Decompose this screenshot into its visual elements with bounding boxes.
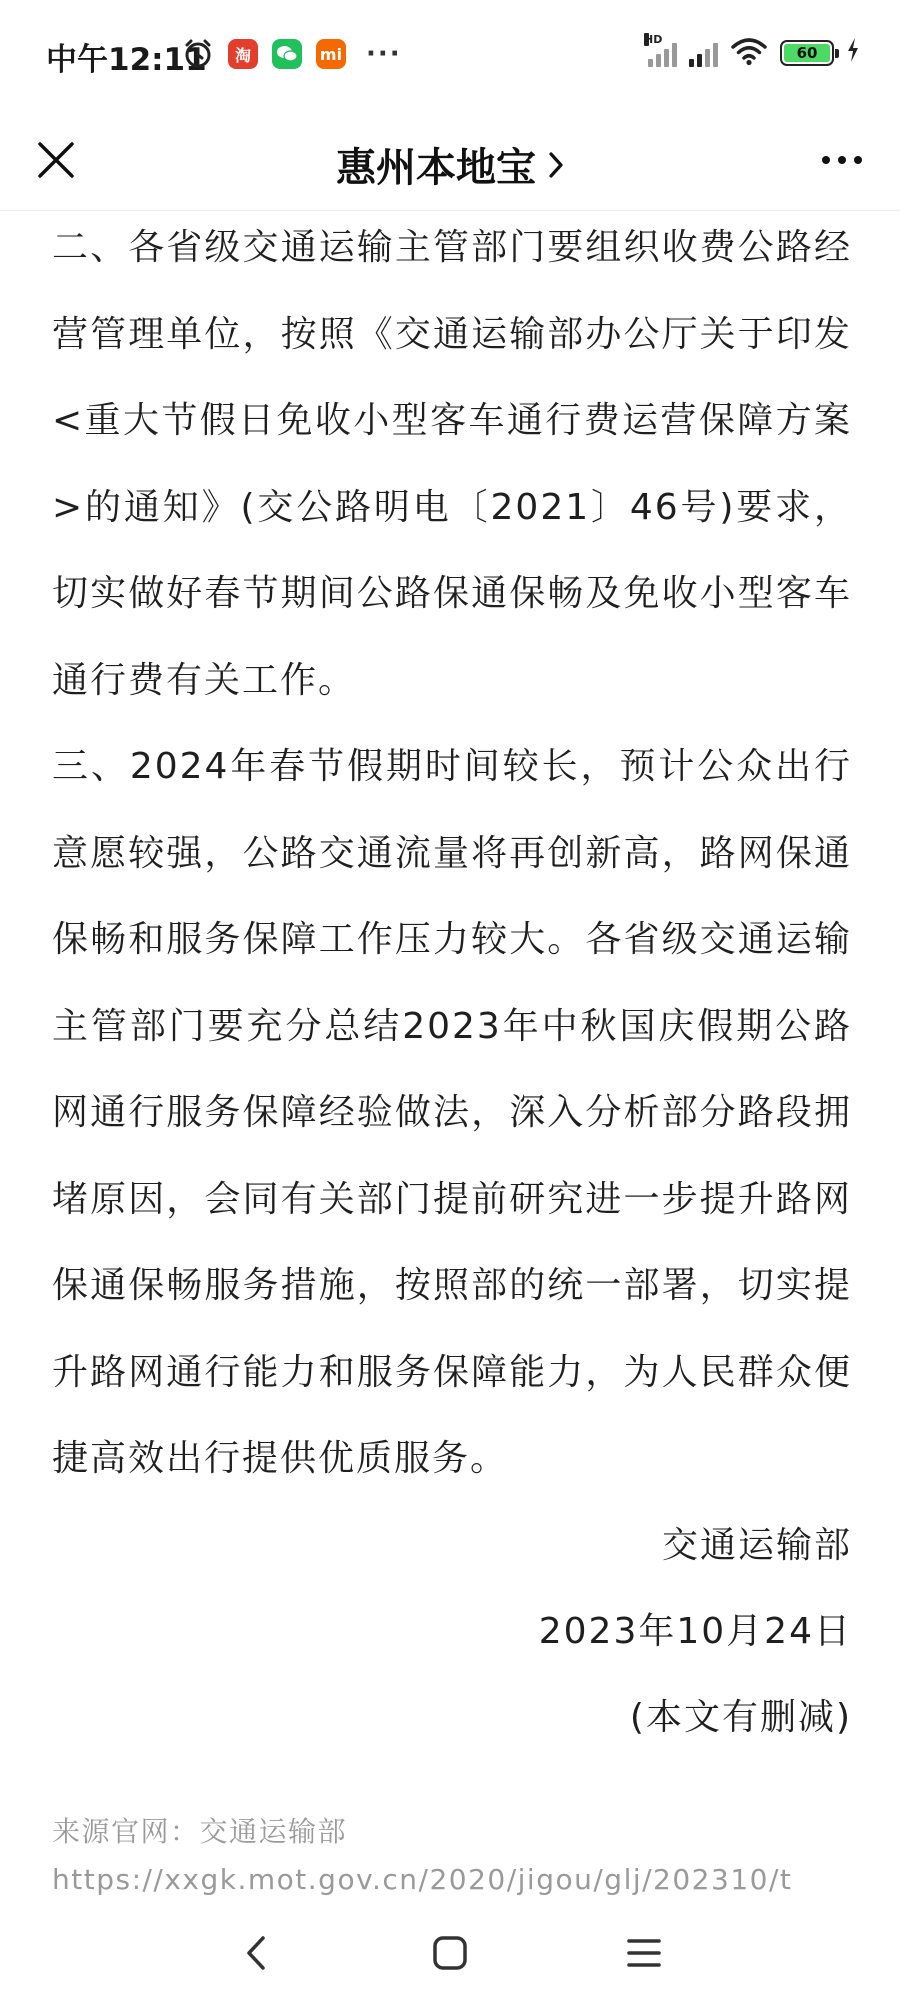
home-button[interactable] <box>420 1923 480 1983</box>
more-options-button[interactable] <box>814 138 870 182</box>
nav-bar <box>0 110 900 211</box>
charging-icon <box>846 37 860 69</box>
more-dot <box>822 156 830 164</box>
source-block <box>52 1808 852 1904</box>
chevron-right-icon <box>548 151 564 179</box>
menu-button[interactable] <box>614 1923 674 1983</box>
back-icon <box>244 1935 268 1971</box>
article-paragraph: 三、2024年春节假期时间较长，预计公众出行意愿较强，公路交通流量将再创新高，路网保通保畅和服务保障工作压力较大。各省级交通运输主管部门要充分总结2023年中秋国庆假期公路网通行服务保障经验做法，深入分析部分路段拥堵原因，会同有关部门提前研究进一步提升路网保通保畅服务措施，按照部的统一部署，切实提升路网通行能力和服务保障能力，为人民群众便捷高效出行提供优质服务。 <box>52 746 852 1479</box>
battery-icon <box>780 40 834 66</box>
back-button[interactable] <box>226 1923 286 1983</box>
status-app-icons <box>182 38 402 70</box>
signature-date: 2023年10月24日 <box>538 1610 852 1652</box>
signature-org: 交通运输部 <box>661 1524 852 1566</box>
more-notifications-icon: ··· <box>366 39 402 69</box>
source-label: 来源官网：交通运输部 <box>52 1815 348 1848</box>
battery-level: 60 <box>784 44 830 62</box>
taobao-icon: 淘 <box>228 39 258 69</box>
article-paragraph: 二、各省级交通运输主管部门要组织收费公路经营管理单位，按照《交通运输部办公厅关于印发<重大节假日免收小型客车通行费运营保障方案>的通知》(交公路明电〔2021〕46号)要求，切实做好春节期间公路保通保畅及免收小型客车通行费有关工作。 <box>52 227 852 701</box>
signal-hd-icon <box>644 33 677 67</box>
menu-icon <box>626 1937 662 1969</box>
mi-icon: mi <box>316 39 346 69</box>
alarm-icon <box>182 38 214 70</box>
status-bar <box>0 0 900 110</box>
edit-note: (本文有删减) <box>629 1696 852 1738</box>
signal-icon <box>689 39 718 67</box>
more-dot <box>838 156 846 164</box>
wifi-icon <box>730 36 768 70</box>
home-icon <box>432 1935 468 1971</box>
more-dot <box>854 156 862 164</box>
status-time: 中午12:11 <box>46 42 207 78</box>
article-body <box>52 205 852 1761</box>
nav-title-wrap <box>0 136 900 193</box>
wechat-icon <box>272 39 302 69</box>
source-url[interactable]: https://xxgk.mot.gov.cn/2020/jigou/glj/202310/t <box>52 1863 793 1896</box>
account-title-link[interactable] <box>336 136 564 193</box>
hd-label: HD <box>644 33 663 46</box>
account-title: 惠州本地宝 <box>336 145 536 191</box>
system-nav-bar <box>0 1905 900 2000</box>
status-system-icons <box>644 33 860 70</box>
